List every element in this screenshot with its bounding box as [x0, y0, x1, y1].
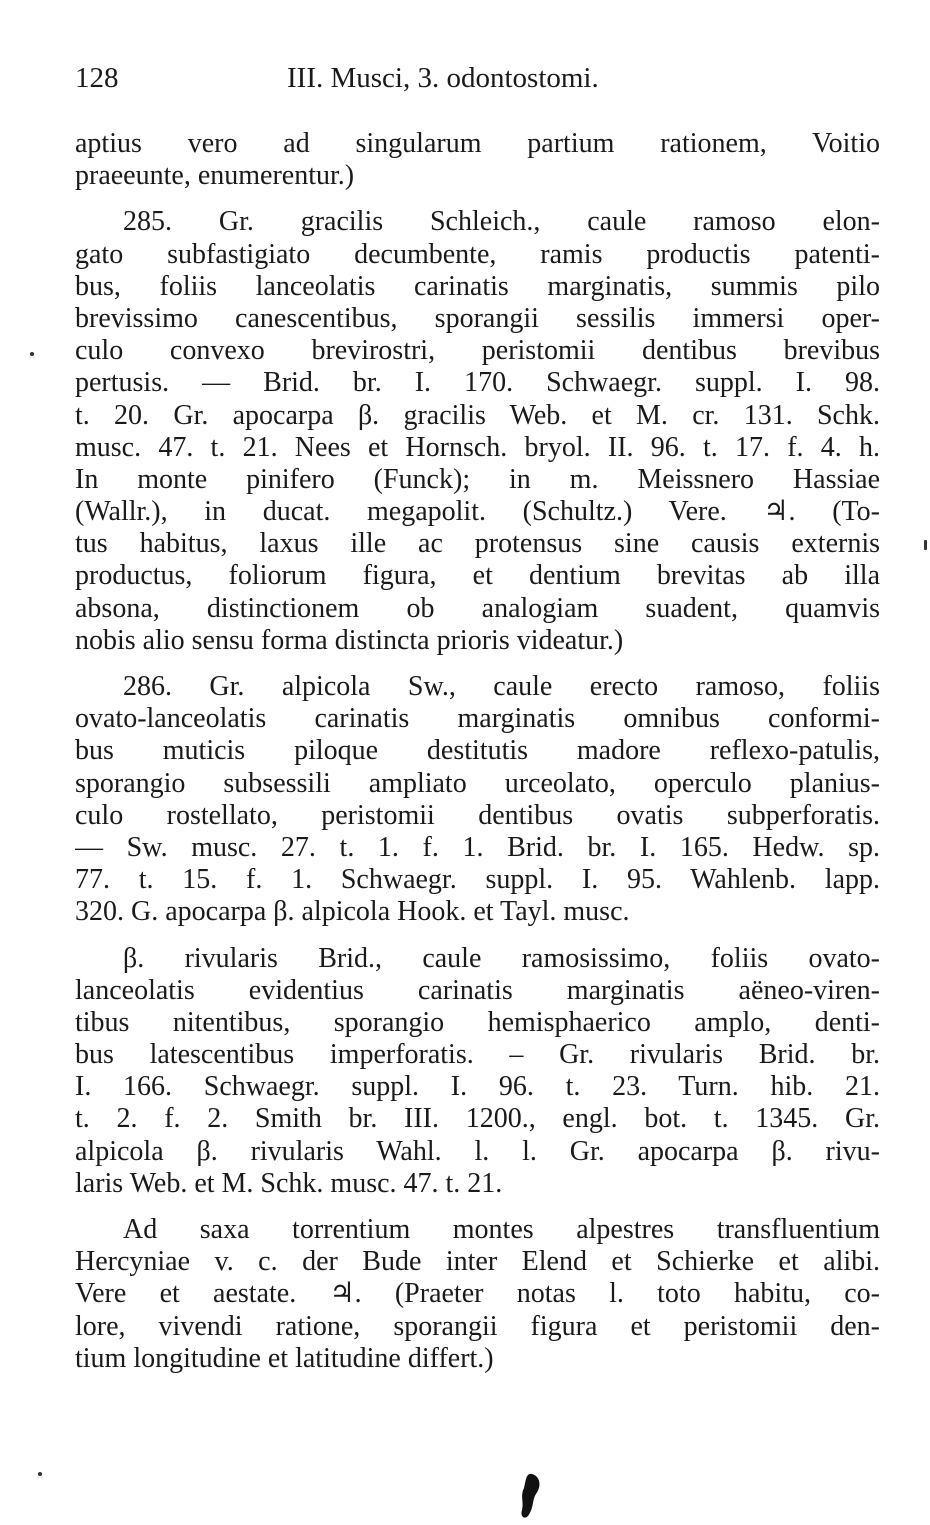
text-line: bus latescentibus imperforatis. – Gr. rivularis Brid. br. — [75, 1039, 880, 1071]
text-line: Ad saxa torrentium montes alpestres transfluentium — [123, 1214, 880, 1245]
paragraph — [75, 1214, 880, 1375]
text-line: 285. Gr. gracilis Schleich., caule ramoso elon- — [123, 206, 880, 238]
text-line: laris Web. et M. Schk. musc. 47. t. 21. — [75, 1167, 503, 1199]
text-line: aptius vero ad singularum partium rationem, Voitio — [75, 128, 880, 159]
ink-speck — [924, 540, 927, 550]
paragraph — [75, 206, 880, 657]
ink-blot-icon — [518, 1472, 542, 1520]
text-line: t. 2. f. 2. Smith br. III. 1200., engl. bot. t. 1345. Gr. — [75, 1103, 880, 1135]
paragraph — [75, 943, 880, 1201]
body-text — [75, 128, 880, 1375]
text-line: lore, vivendi ratione, sporangii figura et peristomii den- — [75, 1310, 880, 1342]
text-line: — Sw. musc. 27. t. 1. f. 1. Brid. br. I. 165. Hedw. sp. — [75, 831, 880, 863]
text-line: (Wallr.), in ducat. megapolit. (Schultz.) Vere. ♃. (To- — [75, 496, 880, 528]
paragraph-gap — [75, 192, 880, 206]
text-line: praeeunte, enumerentur.) — [75, 160, 355, 192]
text-line: I. 166. Schwaegr. suppl. I. 96. t. 23. Turn. hib. 21. — [75, 1071, 880, 1103]
text-line: productus, foliorum figura, et dentium brevitas ab illa — [75, 560, 880, 592]
text-line: culo rostellato, peristomii dentibus ovatis subperforatis. — [75, 799, 880, 831]
paragraph-gap — [75, 657, 880, 671]
text-line: bus muticis piloque destitutis madore reflexo-patulis, — [75, 735, 880, 767]
text-line: 320. G. apocarpa β. alpicola Hook. et Tayl. musc. — [75, 896, 630, 928]
paragraph — [75, 671, 880, 929]
paragraph-gap — [75, 929, 880, 943]
text-line: β. rivularis Brid., caule ramosissimo, foliis ovato- — [123, 942, 880, 974]
text-line: sporangio subsessili ampliato urceolato, operculo planius- — [75, 767, 880, 799]
text-line: 77. t. 15. f. 1. Schwaegr. suppl. I. 95. Wahlenb. lapp. — [75, 864, 880, 896]
page-number: 128 — [75, 62, 119, 94]
text-line: alpicola β. rivularis Wahl. l. l. Gr. apocarpa β. rivu- — [75, 1135, 880, 1167]
text-line: gato subfastigiato decumbente, ramis productis patenti- — [75, 238, 880, 270]
text-line: pertusis. — Brid. br. I. 170. Schwaegr. suppl. I. 98. — [75, 367, 880, 399]
text-line: In monte pinifero (Funck); in m. Meissnero Hassiae — [75, 463, 880, 495]
running-title: III. Musci, 3. odontostomi. — [287, 62, 599, 94]
text-line: 286. Gr. alpicola Sw., caule erecto ramoso, foliis — [123, 671, 880, 702]
text-line: bus, foliis lanceolatis carinatis marginatis, summis pilo — [75, 270, 880, 302]
text-line: Hercyniae v. c. der Bude inter Elend et Schierke et alibi. — [75, 1246, 880, 1278]
text-line: nobis alio sensu forma distincta prioris videatur.) — [75, 624, 624, 656]
text-line: brevissimo canescentibus, sporangii sessilis immersi oper- — [75, 302, 880, 334]
text-line: tus habitus, laxus ille ac protensus sine causis externis — [75, 528, 880, 560]
paragraph-gap — [75, 1200, 880, 1214]
text-line: ovato-lanceolatis carinatis marginatis omnibus conformi- — [75, 703, 880, 735]
text-line: lanceolatis evidentius carinatis marginatis aëneo-viren- — [75, 974, 880, 1006]
text-line: t. 20. Gr. apocarpa β. gracilis Web. et M. cr. 131. Schk. — [75, 399, 880, 431]
paragraph — [75, 128, 880, 192]
text-line: tium longitudine et latitudine differt.) — [75, 1342, 494, 1374]
ink-speck — [30, 352, 34, 356]
text-line: culo convexo brevirostri, peristomii dentibus brevibus — [75, 335, 880, 367]
page-header — [75, 62, 875, 102]
text-line: absona, distinctionem ob analogiam suadent, quamvis — [75, 592, 880, 624]
ink-speck — [38, 1472, 42, 1476]
text-line: tibus nitentibus, sporangio hemisphaerico amplo, denti- — [75, 1006, 880, 1038]
text-line: musc. 47. t. 21. Nees et Hornsch. bryol. II. 96. t. 17. f. 4. h. — [75, 431, 880, 463]
text-line: Vere et aestate. ♃. (Praeter notas l. toto habitu, co- — [75, 1278, 880, 1310]
